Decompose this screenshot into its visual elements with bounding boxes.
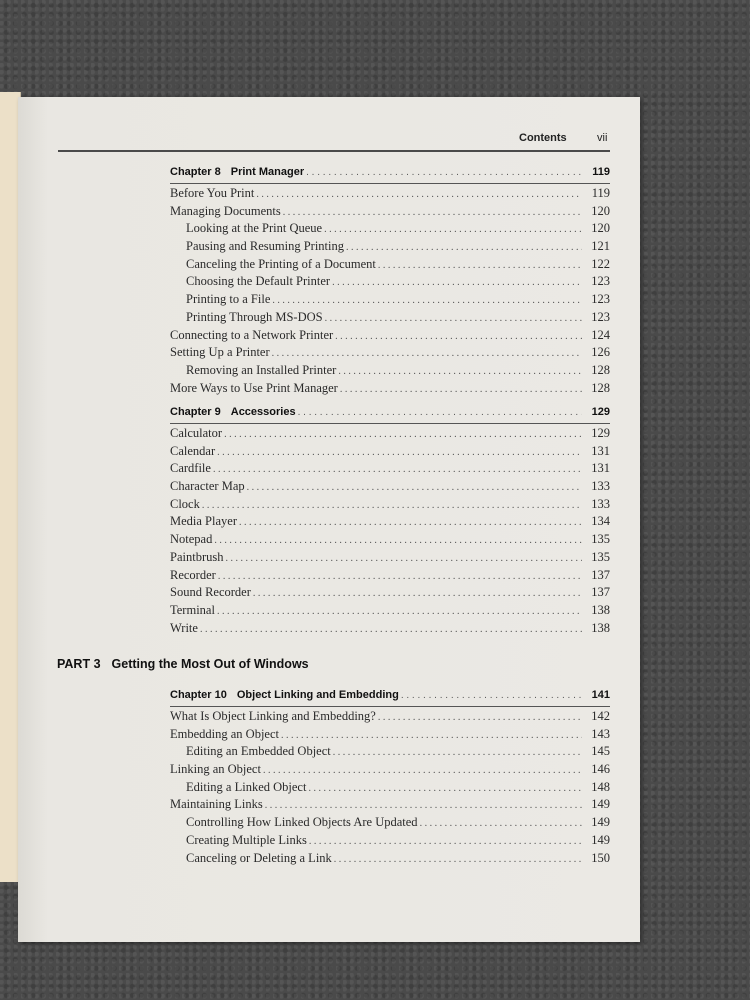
chapter-title: Object Linking and Embedding bbox=[236, 689, 399, 701]
entry-label: Embedding an Object bbox=[170, 726, 279, 741]
chapter-rule bbox=[170, 183, 610, 184]
entry-label: Maintaining Links bbox=[170, 797, 263, 812]
dot-leader bbox=[324, 221, 582, 239]
toc-subentry[interactable] bbox=[170, 238, 610, 256]
dot-leader bbox=[256, 186, 582, 204]
part-title: Getting the Most Out of Windows bbox=[111, 657, 309, 671]
entry-page: 120 bbox=[591, 221, 610, 236]
page-folio: vii bbox=[597, 132, 608, 144]
toc-entry[interactable] bbox=[170, 185, 610, 203]
entry-label: Managing Documents bbox=[170, 203, 281, 218]
toc-entry[interactable] bbox=[170, 584, 610, 602]
dot-leader bbox=[224, 426, 582, 444]
entry-page: 128 bbox=[591, 362, 610, 377]
entry-label: Printing Through MS-DOS bbox=[186, 309, 323, 324]
chapter-number: Chapter 8 bbox=[170, 166, 221, 178]
part-number: PART 3 bbox=[57, 657, 101, 671]
entry-page: 135 bbox=[591, 549, 610, 564]
header-rule bbox=[58, 150, 610, 152]
chapter-rule bbox=[170, 423, 610, 424]
toc-entry[interactable] bbox=[170, 620, 610, 638]
entry-page: 131 bbox=[591, 461, 610, 476]
dot-leader bbox=[378, 257, 582, 275]
entry-page: 145 bbox=[591, 744, 610, 759]
toc-subentry[interactable] bbox=[170, 779, 610, 797]
dot-leader bbox=[263, 762, 582, 780]
entry-page: 143 bbox=[591, 726, 610, 741]
entry-page: 149 bbox=[591, 832, 610, 847]
entry-label: Looking at the Print Queue bbox=[186, 221, 323, 236]
dot-leader bbox=[309, 833, 582, 851]
dot-leader bbox=[281, 727, 582, 745]
entry-page: 121 bbox=[591, 239, 610, 254]
entry-label: Linking an Object bbox=[170, 762, 261, 777]
toc-entry[interactable] bbox=[170, 380, 610, 398]
entry-page: 149 bbox=[591, 797, 610, 812]
entry-label: Setting Up a Printer bbox=[170, 345, 270, 360]
toc-entry[interactable] bbox=[170, 796, 610, 814]
entry-label: Controlling How Linked Objects Are Updated bbox=[186, 815, 418, 830]
entry-label: Cardfile bbox=[170, 461, 211, 476]
chapter-number: Chapter 9 bbox=[170, 406, 221, 418]
dot-leader bbox=[213, 461, 582, 479]
entry-label: Canceling the Printing of a Document bbox=[186, 256, 376, 271]
toc-entry[interactable] bbox=[170, 513, 610, 531]
toc-entry[interactable] bbox=[170, 602, 610, 620]
entry-label: Recorder bbox=[170, 567, 216, 582]
toc-subentry[interactable] bbox=[170, 850, 610, 868]
dot-leader bbox=[217, 603, 582, 621]
chapter-page: 129 bbox=[591, 406, 610, 418]
chapter-page: 119 bbox=[592, 166, 610, 178]
chapter-number: Chapter 10 bbox=[170, 689, 227, 701]
entry-page: 119 bbox=[591, 186, 610, 200]
dot-leader bbox=[225, 550, 582, 568]
entry-page: 133 bbox=[591, 479, 610, 494]
dot-leader bbox=[218, 568, 582, 586]
entry-label: Sound Recorder bbox=[170, 585, 251, 600]
entry-label: Choosing the Default Printer bbox=[186, 274, 331, 289]
entry-label: Clock bbox=[170, 496, 200, 511]
toc-entry[interactable] bbox=[170, 425, 610, 443]
entry-label: Pausing and Resuming Printing bbox=[186, 239, 344, 254]
dot-leader bbox=[265, 797, 582, 815]
entry-page: 134 bbox=[591, 514, 610, 529]
entry-page: 126 bbox=[591, 345, 610, 360]
chapter-heading[interactable] bbox=[170, 686, 610, 705]
toc-subentry[interactable] bbox=[170, 291, 610, 309]
dot-leader bbox=[306, 163, 582, 182]
dot-leader bbox=[298, 403, 582, 422]
entry-page: 135 bbox=[591, 532, 610, 547]
entry-page: 122 bbox=[591, 256, 610, 271]
entry-page: 150 bbox=[591, 850, 610, 865]
entry-page: 123 bbox=[591, 274, 610, 289]
toc-entry[interactable] bbox=[170, 443, 610, 461]
dot-leader bbox=[333, 744, 582, 762]
entry-label: Editing a Linked Object bbox=[186, 779, 307, 794]
dot-leader bbox=[340, 381, 582, 399]
dot-leader bbox=[253, 585, 582, 603]
entry-label: Printing to a File bbox=[186, 292, 271, 307]
entry-page: 129 bbox=[591, 426, 610, 440]
toc-entry[interactable] bbox=[170, 708, 610, 726]
entry-label: Calendar bbox=[170, 443, 216, 458]
entry-label: Removing an Installed Printer bbox=[186, 362, 337, 377]
entry-page: 133 bbox=[591, 496, 610, 511]
entry-page: 148 bbox=[591, 779, 610, 794]
toc-subentry[interactable] bbox=[170, 814, 610, 832]
part-heading[interactable] bbox=[57, 657, 309, 671]
entry-page: 138 bbox=[591, 620, 610, 635]
entry-label: Editing an Embedded Object bbox=[186, 744, 331, 759]
chapter-title: Print Manager bbox=[230, 166, 305, 178]
entry-label: Media Player bbox=[170, 514, 237, 529]
toc-entry[interactable] bbox=[170, 327, 610, 345]
dot-leader bbox=[420, 815, 582, 833]
running-head bbox=[0, 132, 750, 146]
entry-label: Notepad bbox=[170, 532, 213, 547]
dot-leader bbox=[338, 363, 582, 381]
toc-entry[interactable] bbox=[170, 761, 610, 779]
dot-leader bbox=[325, 310, 582, 328]
toc-entry[interactable] bbox=[170, 726, 610, 744]
dot-leader bbox=[247, 479, 582, 497]
entry-page: 123 bbox=[591, 309, 610, 324]
chapter-page: 141 bbox=[591, 689, 610, 701]
toc-subentry[interactable] bbox=[170, 362, 610, 380]
entry-label: Terminal bbox=[170, 602, 215, 617]
toc-entry[interactable] bbox=[170, 203, 610, 221]
dot-leader bbox=[272, 345, 582, 363]
chapter-rule bbox=[170, 706, 610, 707]
entry-label: Connecting to a Network Printer bbox=[170, 327, 334, 342]
entry-page: 120 bbox=[591, 203, 610, 218]
chapter-title: Accessories bbox=[230, 406, 296, 418]
entry-label: Character Map bbox=[170, 479, 245, 494]
entry-page: 128 bbox=[591, 380, 610, 395]
dot-leader bbox=[217, 444, 582, 462]
dot-leader bbox=[239, 514, 582, 532]
entry-page: 146 bbox=[591, 762, 610, 777]
toc-subentry[interactable] bbox=[170, 220, 610, 238]
chapter-heading[interactable] bbox=[170, 163, 610, 182]
dot-leader bbox=[378, 709, 582, 727]
entry-page: 124 bbox=[591, 327, 610, 342]
dot-leader bbox=[308, 780, 582, 798]
toc-subentry[interactable] bbox=[170, 832, 610, 850]
dot-leader bbox=[334, 851, 582, 869]
toc-subentry[interactable] bbox=[170, 743, 610, 761]
dot-leader bbox=[401, 686, 582, 705]
entry-label: Paintbrush bbox=[170, 549, 224, 564]
dot-leader bbox=[346, 239, 582, 257]
running-head-title: Contents bbox=[519, 132, 567, 144]
entry-label: Calculator bbox=[170, 426, 223, 440]
entry-label: Before You Print bbox=[170, 186, 255, 200]
entry-page: 137 bbox=[591, 585, 610, 600]
entry-page: 142 bbox=[591, 709, 610, 723]
dot-leader bbox=[200, 621, 582, 639]
toc-entry[interactable] bbox=[170, 531, 610, 549]
toc-subentry[interactable] bbox=[170, 256, 610, 274]
toc-chapter-10 bbox=[170, 686, 610, 867]
entry-label: What Is Object Linking and Embedding? bbox=[170, 709, 376, 723]
toc-entry[interactable] bbox=[170, 549, 610, 567]
toc-chapter-9 bbox=[170, 403, 610, 637]
entry-page: 138 bbox=[591, 602, 610, 617]
entry-label: Write bbox=[170, 620, 198, 635]
toc-subentry[interactable] bbox=[170, 309, 610, 327]
entry-label: Canceling or Deleting a Link bbox=[186, 850, 332, 865]
toc-subentry[interactable] bbox=[170, 273, 610, 291]
chapter-heading[interactable] bbox=[170, 403, 610, 422]
toc-chapter-8 bbox=[170, 163, 610, 397]
toc-entry[interactable] bbox=[170, 344, 610, 362]
dot-leader bbox=[283, 204, 582, 222]
toc-entry[interactable] bbox=[170, 567, 610, 585]
entry-label: Creating Multiple Links bbox=[186, 832, 307, 847]
entry-page: 123 bbox=[591, 292, 610, 307]
dot-leader bbox=[272, 292, 582, 310]
dot-leader bbox=[214, 532, 582, 550]
entry-page: 131 bbox=[591, 443, 610, 458]
dot-leader bbox=[335, 328, 582, 346]
entry-page: 149 bbox=[591, 815, 610, 830]
dot-leader bbox=[202, 497, 582, 515]
toc-entry[interactable] bbox=[170, 478, 610, 496]
toc-entry[interactable] bbox=[170, 460, 610, 478]
dot-leader bbox=[332, 274, 582, 292]
entry-label: More Ways to Use Print Manager bbox=[170, 380, 338, 395]
toc-entry[interactable] bbox=[170, 496, 610, 514]
entry-page: 137 bbox=[591, 567, 610, 582]
